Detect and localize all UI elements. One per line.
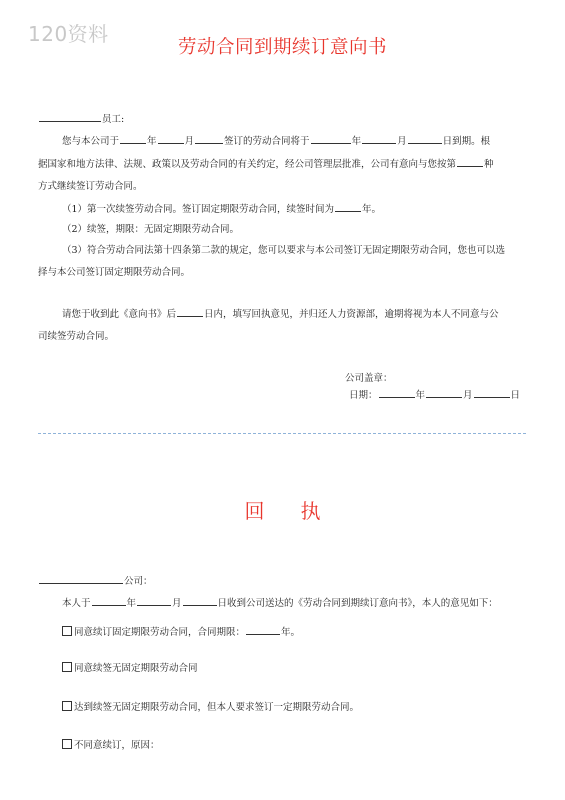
document-title: 劳动合同到期续订意向书 (177, 37, 387, 58)
notice-text: 您与本公司于 (62, 136, 120, 147)
receipt-day-blank[interactable] (183, 594, 217, 606)
receipt-option-open-term (62, 659, 198, 678)
notice-text: 据国家和地方法律、法规、政策以及劳动合同的有关约定，经公司管理层批准，公司有意向与您按第 (38, 159, 457, 170)
receipt-option-text: 不同意续订，原因： (74, 740, 160, 751)
request-line-2: 司续签劳动合同。 (38, 331, 115, 342)
renew-years-blank[interactable] (335, 200, 361, 212)
receipt-title (0, 495, 565, 524)
notice-line-3: 方式继续签订劳动合同。 (38, 181, 143, 192)
date-label: 日期： (349, 390, 378, 401)
date-text: 月 (463, 390, 473, 401)
option-text: （1）第一次续签劳动合同。签订固定期限劳动合同，续签时间为 (62, 204, 335, 215)
open-term-checkbox[interactable] (62, 662, 72, 672)
option-3-line-1: （3）符合劳动合同法第十四条第二款的规定，您可以要求与本公司签订无固定期限劳动合同，您也可以选 (62, 245, 506, 256)
section-divider (38, 433, 526, 434)
notice-text: 年 (351, 136, 362, 147)
expire-month-blank[interactable] (362, 132, 396, 144)
employee-suffix: 员工: (102, 114, 125, 125)
notice-text: 年 (147, 136, 157, 147)
notice-month-blank[interactable] (426, 386, 462, 398)
notice-text: 月 (184, 136, 195, 147)
notice-day-blank[interactable] (474, 386, 510, 398)
fixed-term-checkbox[interactable] (62, 626, 72, 636)
date-text: 日 (510, 390, 521, 401)
sign-year-blank[interactable] (120, 132, 146, 144)
notice-text: 月 (397, 136, 407, 147)
notice-text: 日到期。根 (442, 136, 491, 147)
receipt-company-line (38, 572, 153, 591)
receipt-title-char: 回 (244, 499, 265, 523)
receipt-title-char: 执 (300, 499, 321, 523)
expire-day-blank[interactable] (408, 132, 442, 144)
receipt-line-1 (62, 594, 498, 613)
sign-day-blank[interactable] (195, 132, 223, 144)
option-3-line-2: 择与本公司签订固定期限劳动合同。 (38, 267, 191, 278)
company-name-blank[interactable] (39, 572, 123, 584)
receipt-text: 本人于 (62, 598, 91, 609)
notice-date-line (349, 386, 520, 405)
request-line-1 (62, 305, 499, 324)
decline-checkbox[interactable] (62, 739, 72, 749)
receipt-option-text: 同意续订固定期限劳动合同，合同期限： (74, 627, 246, 638)
sign-month-blank[interactable] (158, 132, 184, 144)
notice-line-2 (38, 155, 494, 174)
reply-days-blank[interactable] (177, 305, 203, 317)
option-1 (62, 200, 381, 219)
contract-years-blank[interactable] (246, 623, 280, 635)
company-seal-label: 公司盖章： (345, 373, 393, 384)
receipt-option-text: 年。 (281, 627, 301, 638)
receipt-option-request-fixed (62, 698, 359, 717)
company-suffix: 公司： (124, 576, 153, 587)
option-text: 年。 (362, 204, 382, 215)
receipt-year-blank[interactable] (92, 594, 126, 606)
watermark: 120资料 (28, 22, 109, 46)
notice-text: 签订的劳动合同将于 (224, 136, 310, 147)
receipt-option-text: 达到续签无固定期限劳动合同，但本人要求签订一定期限劳动合同。 (74, 702, 360, 713)
employee-line (38, 110, 124, 129)
method-number-blank[interactable] (457, 155, 483, 167)
expire-year-blank[interactable] (311, 132, 351, 144)
receipt-text: 月 (172, 598, 182, 609)
request-text: 日内，填写回执意见，并归还人力资源部，逾期将视为本人不同意与公 (204, 309, 499, 320)
receipt-option-fixed-term (62, 623, 300, 642)
notice-line-1 (62, 132, 490, 151)
receipt-text: 年 (126, 598, 137, 609)
receipt-option-text: 同意续签无固定期限劳动合同 (74, 663, 198, 674)
receipt-option-decline (62, 736, 160, 755)
employee-name-blank[interactable] (39, 110, 101, 122)
receipt-month-blank[interactable] (137, 594, 171, 606)
notice-text: 种 (484, 159, 494, 170)
receipt-text: 日收到公司送达的《劳动合同到期续订意向书》，本人的意见如下： (217, 598, 498, 609)
request-fixed-checkbox[interactable] (62, 701, 72, 711)
option-2: （2）续签，期限：无固定期限劳动合同。 (62, 224, 240, 235)
date-text: 年 (415, 390, 426, 401)
notice-year-blank[interactable] (379, 386, 415, 398)
request-text: 请您于收到此《意向书》后 (62, 309, 177, 320)
